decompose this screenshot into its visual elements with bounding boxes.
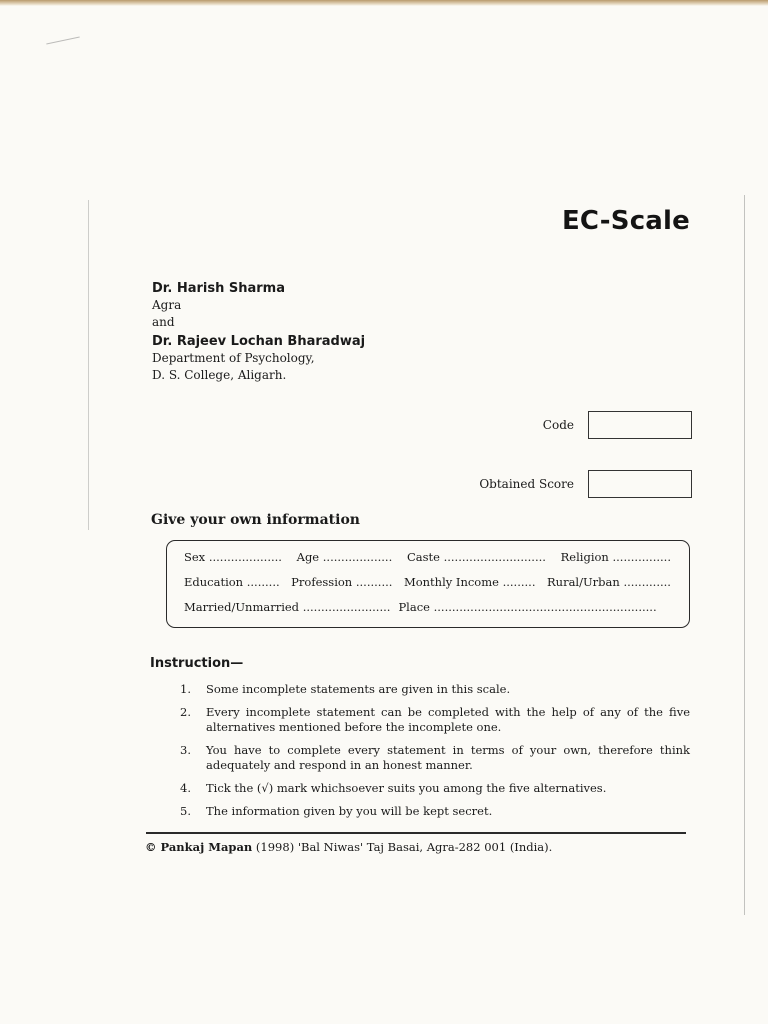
list-item <box>180 743 690 773</box>
list-item <box>180 804 690 819</box>
instruction-number: 3. <box>180 743 191 757</box>
right-margin-mark <box>744 195 745 915</box>
profession-field[interactable]: Profession .......... <box>291 575 393 589</box>
obtained-score-input-box[interactable] <box>588 470 692 498</box>
age-field[interactable]: Age ................... <box>296 550 393 564</box>
code-field-row <box>543 411 692 439</box>
author-block <box>152 280 532 384</box>
place-field[interactable]: Place ............................................................. <box>398 600 657 614</box>
religion-field[interactable]: Religion ................ <box>560 550 671 564</box>
list-item <box>180 781 690 796</box>
info-row <box>184 595 671 620</box>
rural-urban-field[interactable]: Rural/Urban ............. <box>547 575 671 589</box>
instruction-number: 2. <box>180 705 191 719</box>
author-affiliation-1: Agra <box>152 298 182 312</box>
author-joiner: and <box>152 315 175 329</box>
info-section-heading: Give your own information <box>151 512 360 528</box>
instruction-number: 1. <box>180 682 191 696</box>
left-margin-mark <box>88 200 89 530</box>
footer-divider <box>146 832 686 834</box>
pencil-smudge <box>46 36 79 44</box>
instruction-list <box>180 682 690 827</box>
copyright-holder: © Pankaj Mapan <box>145 840 253 854</box>
instruction-text: Tick the (√) mark whichsoever suits you among the five alternatives. <box>206 781 607 795</box>
page-top-edge <box>0 0 768 6</box>
list-item <box>180 705 690 735</box>
instruction-number: 5. <box>180 804 191 818</box>
author-affiliation-2-line-2: D. S. College, Aligarh. <box>152 368 287 382</box>
sex-field[interactable]: Sex .................... <box>184 550 282 564</box>
marital-status-field[interactable]: Married/Unmarried ........................ <box>184 600 391 614</box>
copyright-details: (1998) 'Bal Niwas' Taj Basai, Agra-282 001 (India). <box>252 840 553 854</box>
author-name-2: Dr. Rajeev Lochan Bharadwaj <box>152 334 366 349</box>
personal-info-box <box>166 540 690 628</box>
copyright-line <box>145 840 552 854</box>
info-row <box>184 570 671 595</box>
list-item <box>180 682 690 697</box>
education-field[interactable]: Education ......... <box>184 575 280 589</box>
score-field-row <box>479 470 692 498</box>
instruction-text: Some incomplete statements are given in this scale. <box>206 682 511 696</box>
instruction-heading: Instruction— <box>150 656 244 671</box>
author-affiliation-2-line-1: Department of Psychology, <box>152 351 315 365</box>
code-input-box[interactable] <box>588 411 692 439</box>
code-label: Code <box>542 418 574 432</box>
author-name-1: Dr. Harish Sharma <box>152 281 285 296</box>
caste-field[interactable]: Caste ............................ <box>406 550 546 564</box>
instruction-text: You have to complete every statement in terms of your own, therefore think adequately and respond in an honest manner. <box>206 743 690 772</box>
monthly-income-field[interactable]: Monthly Income ......... <box>403 575 536 589</box>
obtained-score-label: Obtained Score <box>479 477 574 491</box>
instruction-text: Every incomplete statement can be completed with the help of any of the five alternatives mentioned before the incomplete one. <box>206 705 690 734</box>
instruction-number: 4. <box>180 781 191 795</box>
instruction-text: The information given by you will be kept secret. <box>206 804 493 818</box>
info-row <box>184 545 671 570</box>
document-title: EC-Scale <box>561 206 690 236</box>
